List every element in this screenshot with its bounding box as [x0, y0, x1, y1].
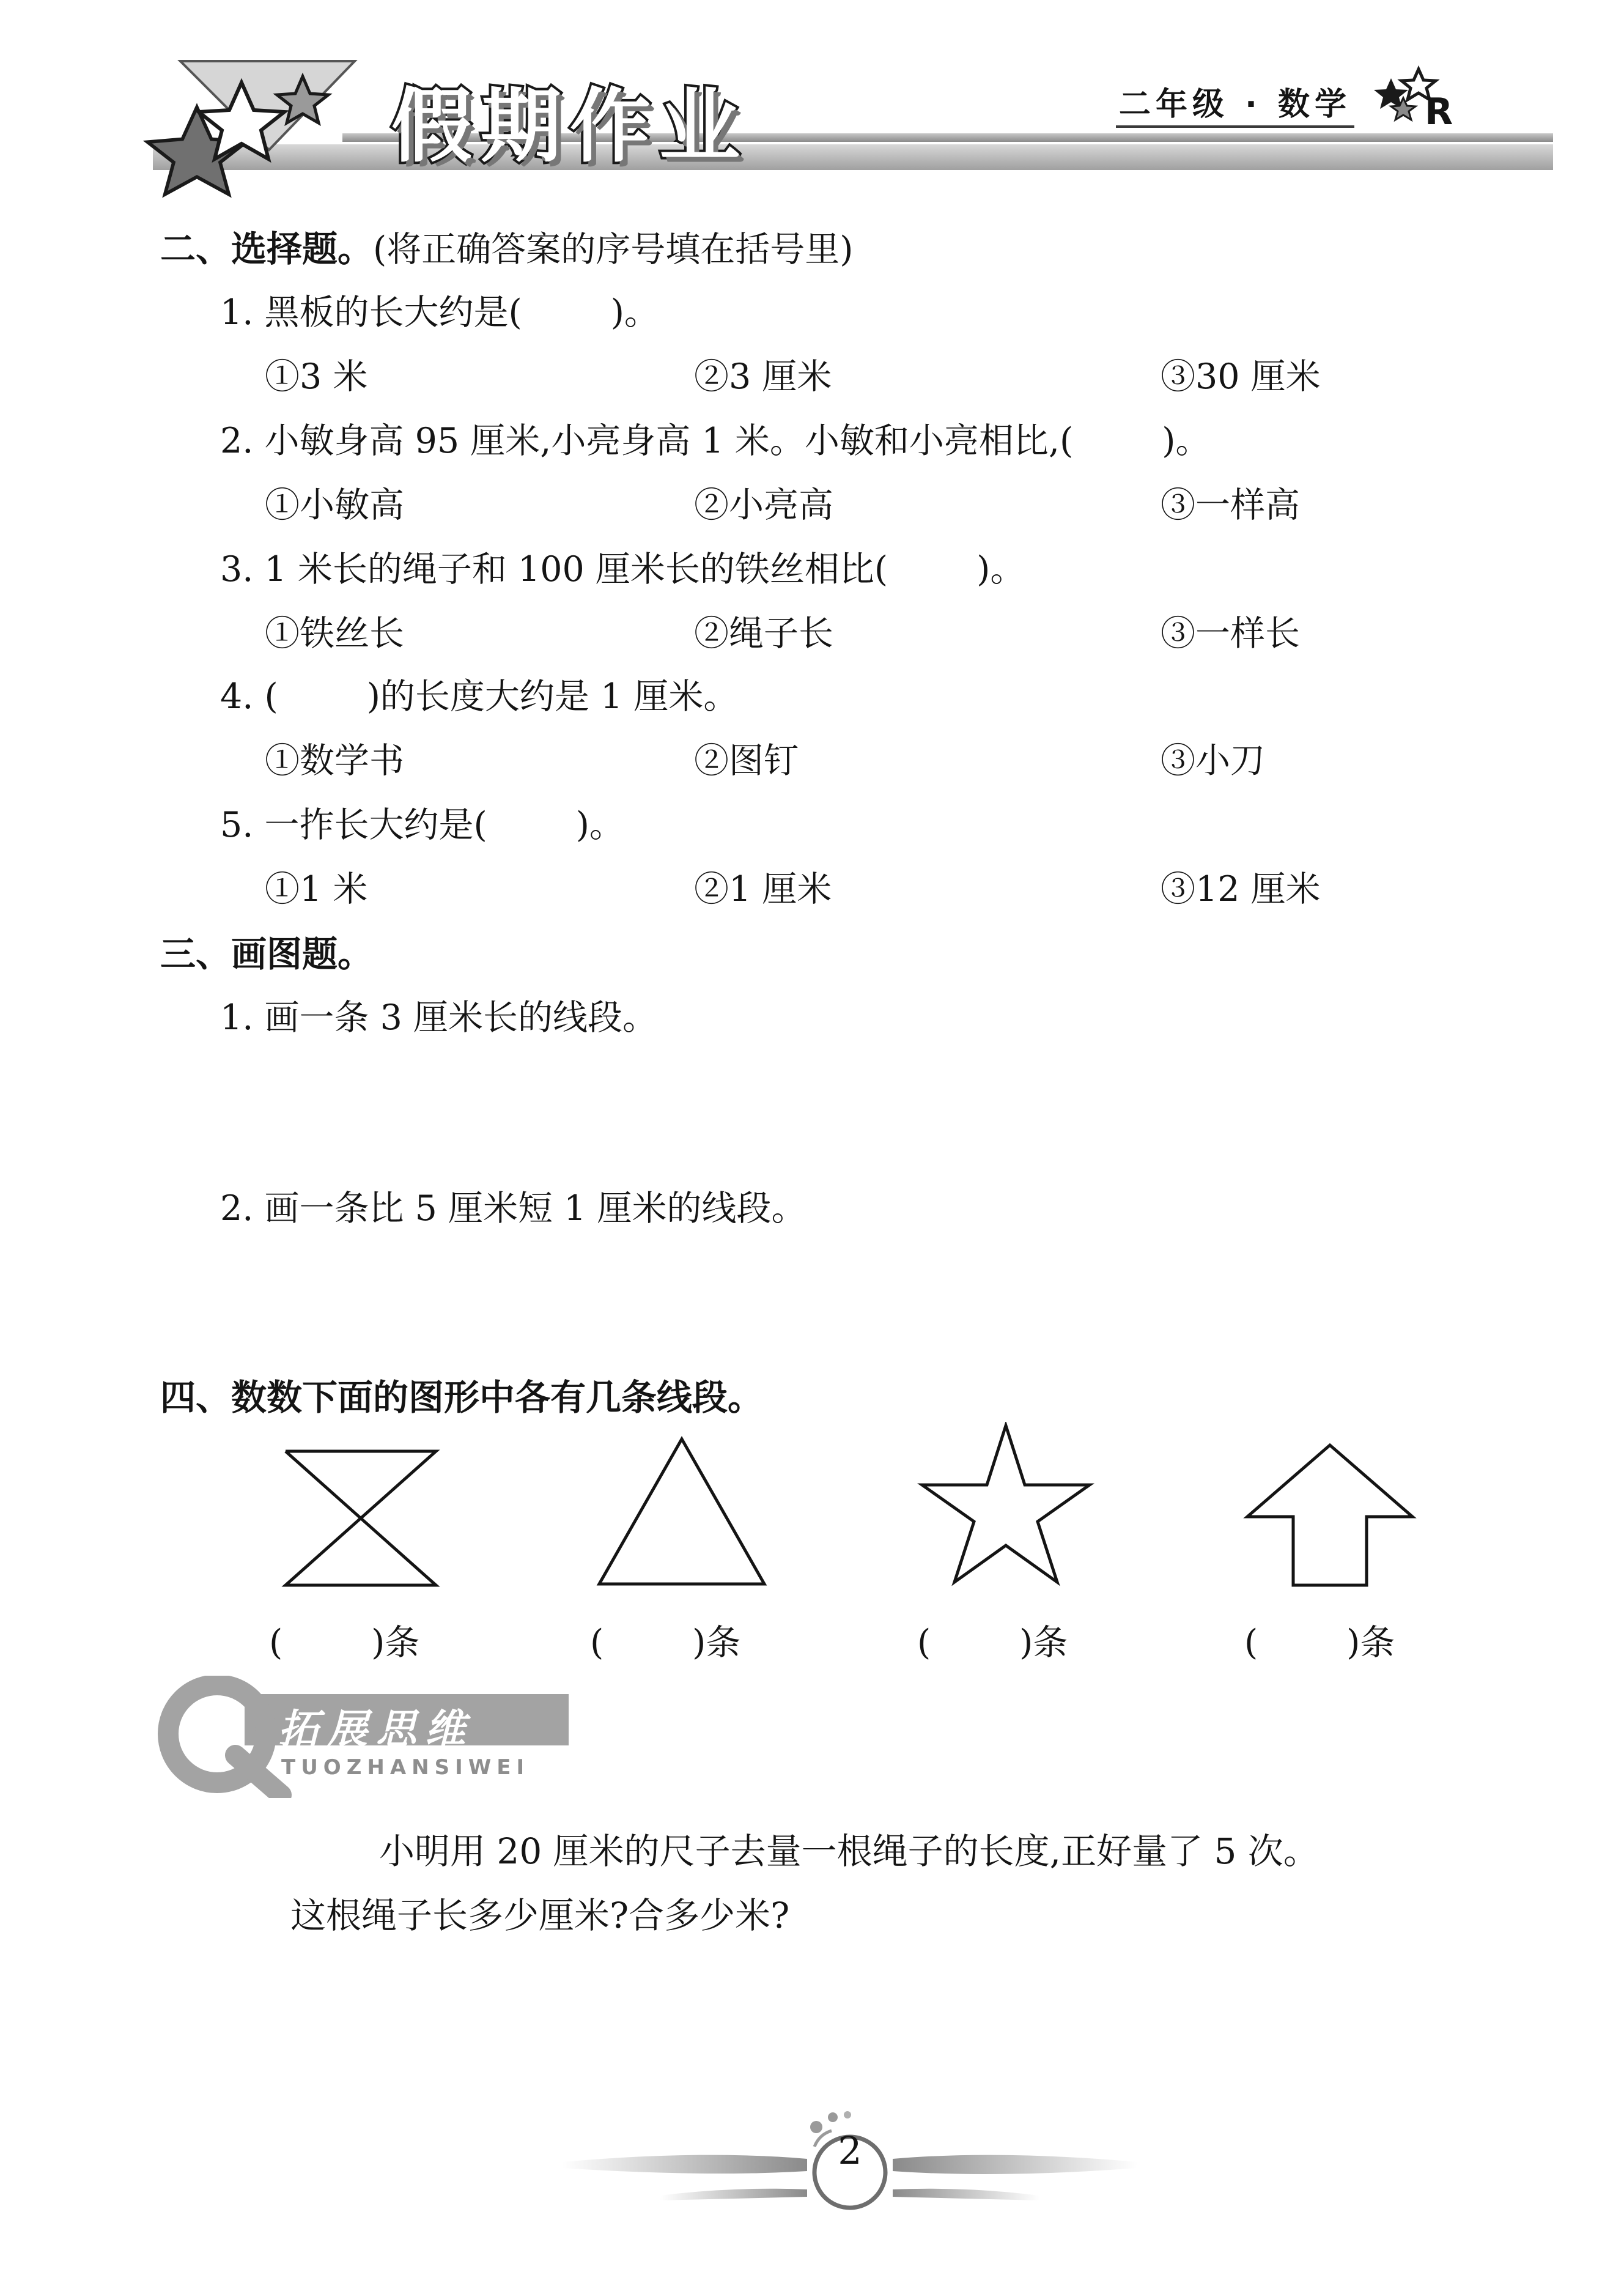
extension-badge	[156, 1676, 596, 1798]
section-choice-instruction: (将正确答案的序号填在括号里)	[373, 229, 854, 270]
choice-q3-option-2: ②绳子长	[694, 613, 833, 654]
figure-star-answer: ( )条	[917, 1623, 1068, 1663]
figure-triangle-answer: ( )条	[590, 1623, 741, 1663]
choice-q1-option-3: ③30 厘米	[1161, 357, 1321, 397]
extension-q-icon	[156, 1676, 297, 1798]
section-count-heading: 四、数数下面的图形中各有几条线段。	[160, 1377, 764, 1418]
choice-q5-option-3: ③12 厘米	[1161, 869, 1321, 909]
choice-question-2: 2. 小敏身高 95 厘米,小亮身高 1 米。小敏和小亮相比,( )。	[220, 421, 1211, 461]
header-stars-icon	[138, 58, 376, 205]
choice-q2-option-1: ①小敏高	[265, 485, 404, 525]
figure-triangle	[593, 1434, 770, 1590]
drawing-question-2: 2. 画一条比 5 厘米短 1 厘米的线段。	[220, 1188, 806, 1229]
section-choice-title: 二、选择题。	[160, 228, 374, 270]
choice-question-3: 3. 1 米长的绳子和 100 厘米长的铁丝相比( )。	[220, 549, 1025, 590]
choice-question-1: 1. 黑板的长大约是( )。	[220, 292, 659, 333]
header-subject-underline	[1116, 125, 1354, 128]
choice-question-5: 5. 一拃长大约是( )。	[220, 805, 624, 845]
choice-q4-option-2: ②图钉	[694, 741, 799, 781]
figure-arrow	[1241, 1440, 1419, 1590]
choice-q3-option-3: ③一样长	[1161, 613, 1300, 654]
header-subject: 二年级 · 数学	[1119, 86, 1351, 123]
choice-q4-option-1: ①数学书	[265, 741, 404, 781]
drawing-question-1: 1. 画一条 3 厘米长的线段。	[220, 997, 658, 1038]
section-choice-heading	[160, 220, 854, 272]
choice-question-4: 4. ( )的长度大约是 1 厘米。	[220, 676, 739, 717]
page-number: 2	[838, 2128, 862, 2173]
figure-hourglass	[278, 1446, 443, 1590]
extension-title: 拓展思维	[278, 1706, 474, 1753]
header-title: 假期作业	[391, 80, 748, 174]
figure-star	[917, 1422, 1094, 1590]
figure-hourglass-answer: ( )条	[269, 1623, 420, 1663]
section-drawing-heading: 三、画图题。	[160, 933, 374, 975]
choice-q2-option-3: ③一样高	[1161, 485, 1300, 525]
choice-q1-option-1: ①3 米	[265, 357, 368, 397]
extension-problem-line-2: 这根绳子长多少厘米?合多少米?	[290, 1895, 790, 1936]
choice-q1-option-2: ②3 厘米	[694, 357, 832, 397]
figure-arrow-answer: ( )条	[1244, 1623, 1395, 1663]
choice-q4-option-3: ③小刀	[1161, 741, 1265, 781]
choice-q2-option-2: ②小亮高	[694, 485, 833, 525]
choice-q5-option-2: ②1 厘米	[694, 869, 832, 909]
extension-problem-line-1: 小明用 20 厘米的尺子去量一根绳子的长度,正好量了 5 次。	[379, 1830, 1319, 1872]
extension-pinyin: TUOZHANSIWEI	[281, 1755, 530, 1780]
choice-q3-option-1: ①铁丝长	[265, 613, 404, 654]
choice-q5-option-1: ①1 米	[265, 869, 368, 909]
header-edition-badge: R	[1425, 91, 1453, 133]
